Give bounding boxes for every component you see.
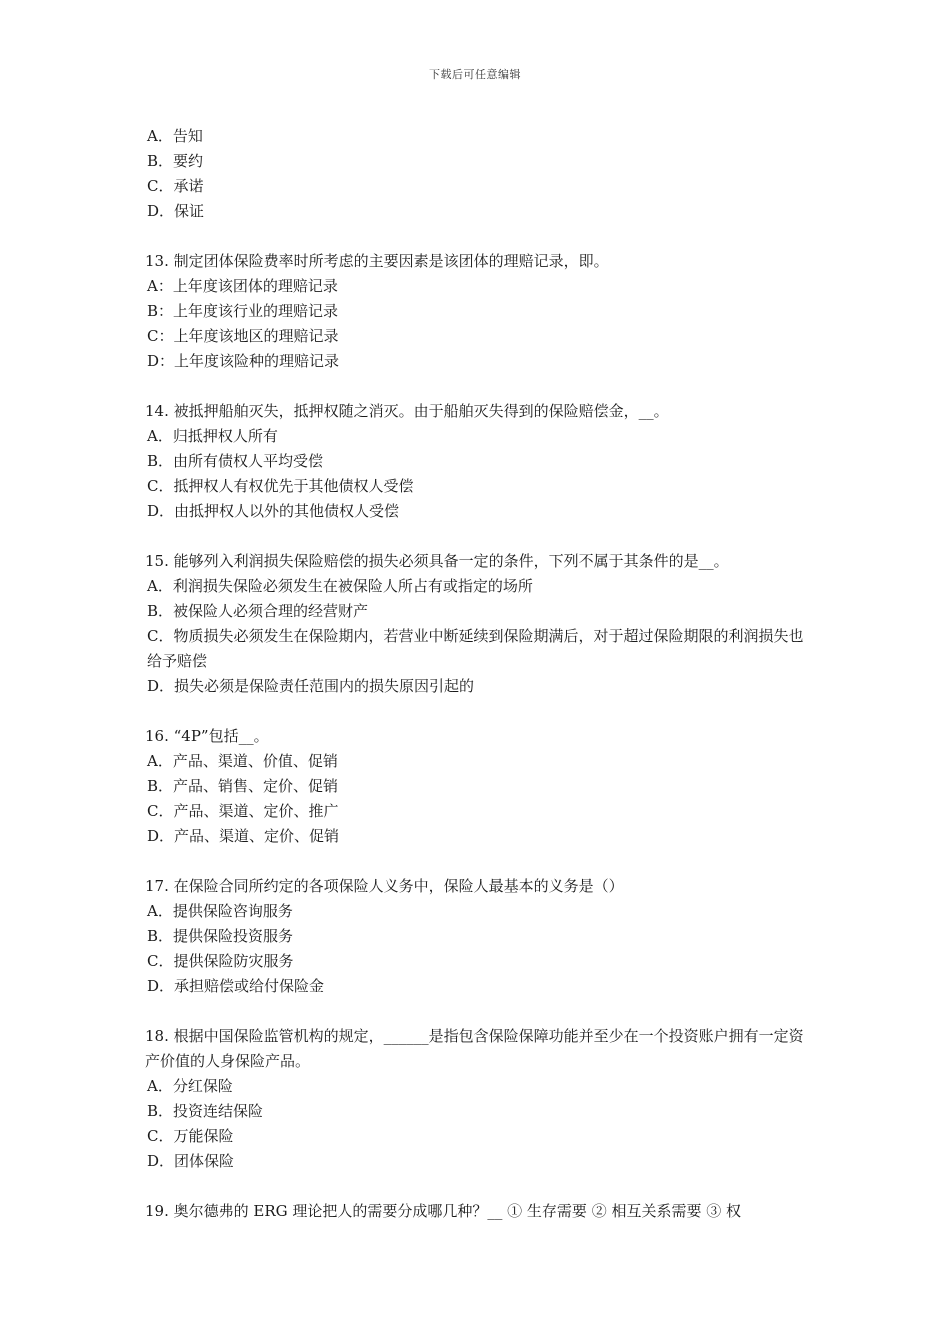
page-header: 下载后可任意编辑 (429, 68, 521, 81)
option-d: D．团体保险 (147, 1152, 235, 1170)
option-a: A．提供保险咨询服务 (147, 902, 293, 920)
option-c: C：上年度该地区的理赔记录 (147, 327, 339, 345)
option-b: B．由所有债权人平均受偿 (147, 452, 324, 470)
option-a: A．利润损失保险必须发生在被保险人所占有或指定的场所 (147, 577, 533, 595)
question-18 (145, 1024, 810, 1174)
question-text: 14. 被抵押船舶灭失，抵押权随之消灭。由于船舶灭失得到的保险赔偿金，__。 (145, 402, 669, 420)
question-14 (145, 399, 810, 524)
question-19 (145, 1199, 810, 1224)
option-c: C．产品、渠道、定价、推广 (147, 802, 339, 820)
question-text: 13. 制定团体保险费率时所考虑的主要因素是该团体的理赔记录，即。 (145, 252, 609, 270)
option-c: C．万能保险 (147, 1127, 234, 1145)
option-b: B．产品、销售、定价、促销 (147, 777, 339, 795)
question-text: 16. “4P”包括__。 (145, 727, 269, 745)
option-d: D．产品、渠道、定价、促销 (147, 827, 340, 845)
document-body (145, 124, 810, 1224)
question-17 (145, 874, 810, 999)
continued-options (145, 124, 810, 224)
question-15 (145, 549, 810, 699)
option-b: B：上年度该行业的理赔记录 (147, 302, 339, 320)
option-b: B．提供保险投资服务 (147, 927, 294, 945)
question-text: 19. 奥尔德弗的 ERG 理论把人的需要分成哪几种？__ ① 生存需要 ② 相互关系需要 ③ 权 (145, 1202, 741, 1220)
option-a: A．产品、渠道、价值、促销 (147, 752, 338, 770)
option-d: D：上年度该险种的理赔记录 (147, 352, 340, 370)
option-b: B．被保险人必须合理的经营财产 (147, 602, 369, 620)
option-c: C．物质损失必须发生在保险期内，若营业中断延续到保险期满后，对于超过保险期限的利润损失也给予赔偿 (147, 627, 804, 670)
option-d: D．由抵押权人以外的其他债权人受偿 (147, 502, 400, 520)
question-16 (145, 724, 810, 849)
question-text: 17. 在保险合同所约定的各项保险人义务中，保险人最基本的义务是（） (145, 877, 624, 895)
option-b: B．投资连结保险 (147, 1102, 264, 1120)
option-c: C．抵押权人有权优先于其他债权人受偿 (147, 477, 414, 495)
question-13 (145, 249, 810, 374)
option-d: D．保证 (147, 202, 205, 220)
option-a: A．归抵押权人所有 (147, 427, 278, 445)
option-a: A．分红保险 (147, 1077, 233, 1095)
option-a: A．告知 (147, 127, 203, 145)
option-c: C．提供保险防灾服务 (147, 952, 294, 970)
option-d: D．损失必须是保险责任范围内的损失原因引起的 (147, 677, 475, 695)
option-d: D．承担赔偿或给付保险金 (147, 977, 325, 995)
question-text: 15. 能够列入利润损失保险赔偿的损失必须具备一定的条件，下列不属于其条件的是__。 (145, 552, 729, 570)
question-text: 18. 根据中国保险监管机构的规定，______是指包含保险保障功能并至少在一个投资账户拥有一定资产价值的人身保险产品。 (145, 1027, 804, 1070)
option-a: A：上年度该团体的理赔记录 (147, 277, 338, 295)
option-b: B．要约 (147, 152, 204, 170)
option-c: C．承诺 (147, 177, 204, 195)
